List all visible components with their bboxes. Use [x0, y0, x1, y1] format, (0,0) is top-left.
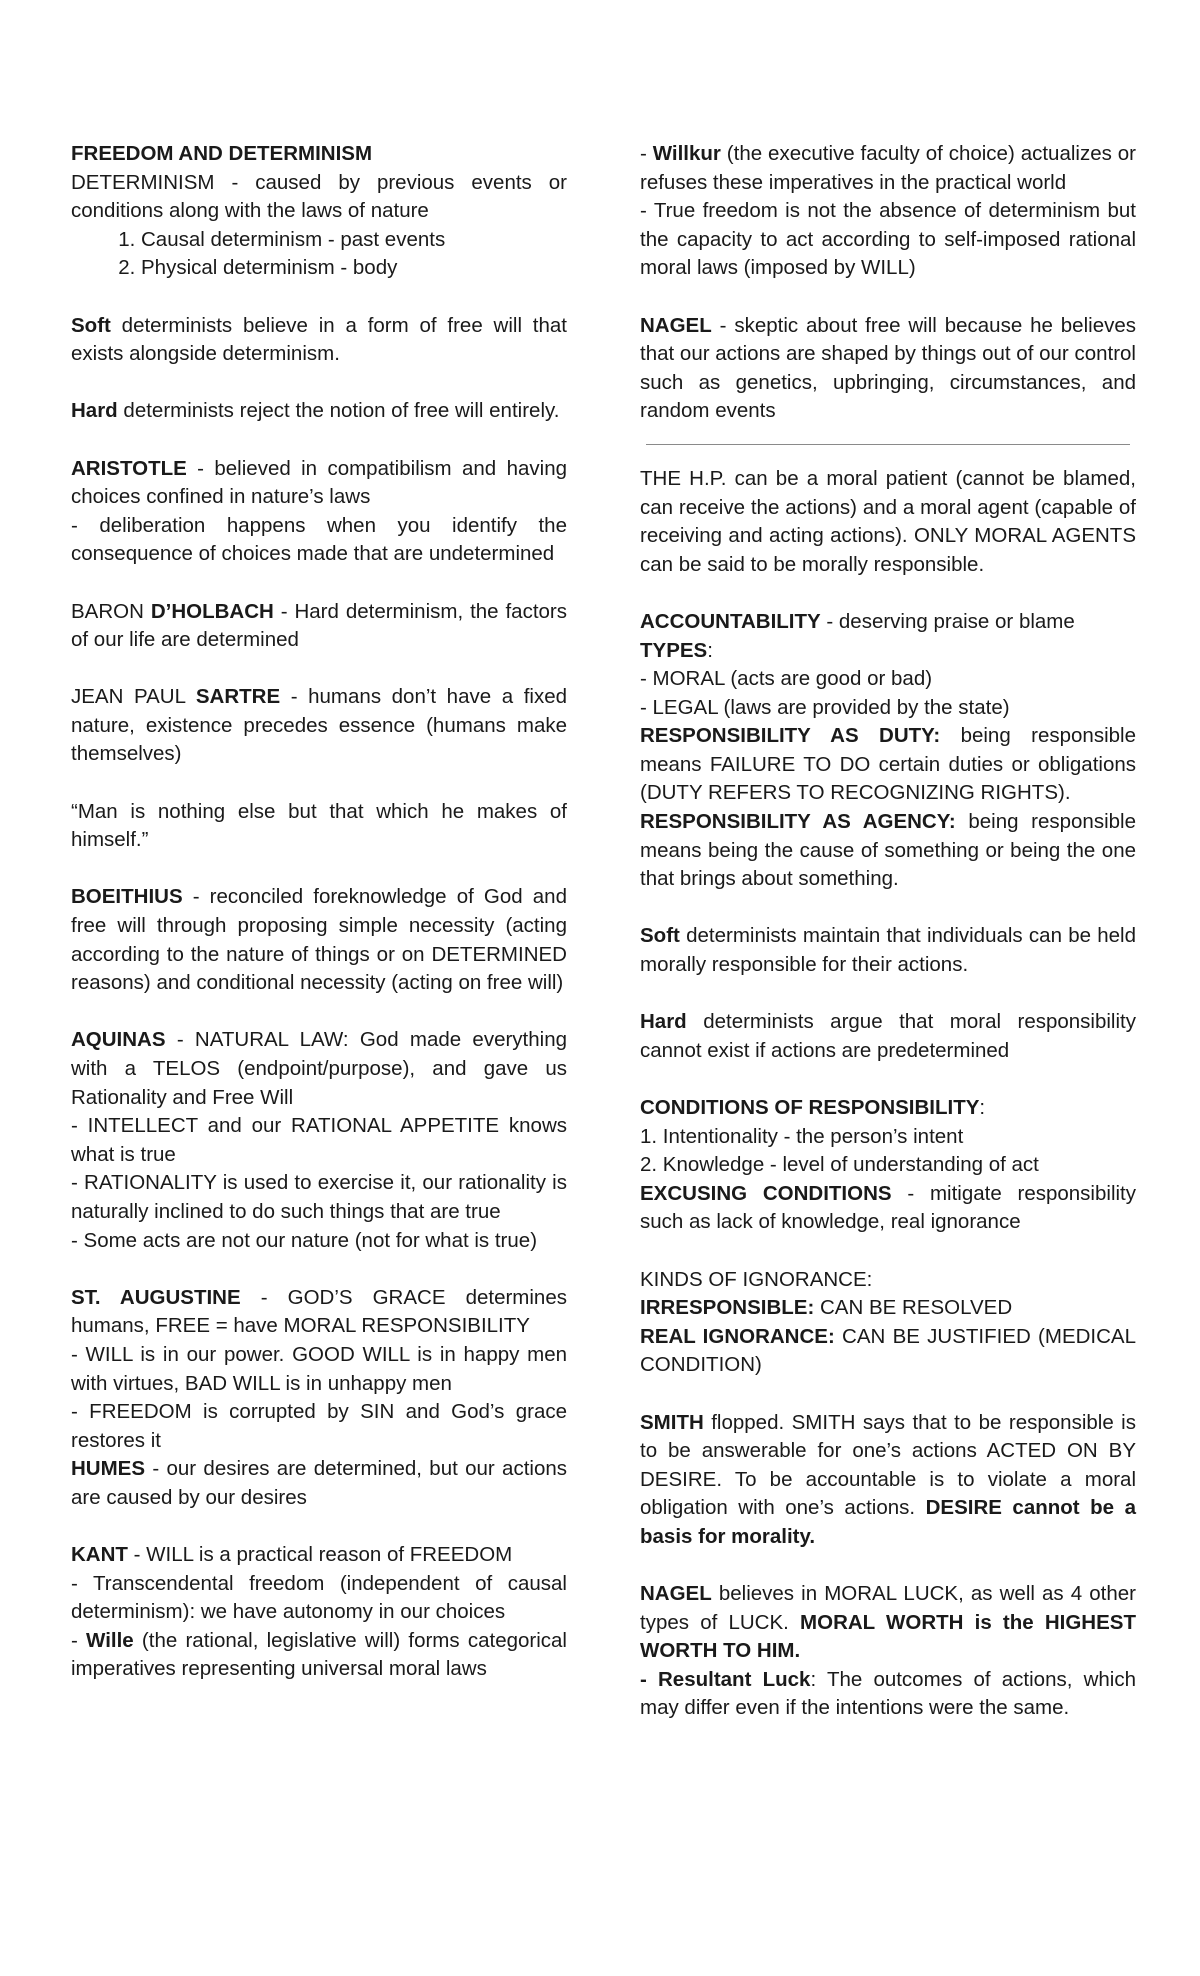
soft-label: Soft	[640, 924, 680, 948]
aristotle-text: - believed in compatibilism and having choices confined in nature’s laws	[71, 456, 567, 509]
hard-label: Hard	[71, 399, 118, 423]
list-item: 1. Causal determinism - past events	[141, 226, 567, 255]
smith-emphasis: DESIRE cannot be a basis for morality.	[640, 1496, 1136, 1548]
conditions-section	[640, 1094, 1136, 1237]
humes-name: HUMES	[71, 1457, 146, 1481]
augustine-humes-section	[71, 1284, 567, 1513]
conditions-label: CONDITIONS OF RESPONSIBILITY	[640, 1096, 980, 1119]
boeithius-name: BOEITHIUS	[71, 885, 183, 909]
soft-label: Soft	[71, 313, 111, 337]
nagel-luck-section	[640, 1580, 1136, 1723]
willkur-section	[640, 140, 1136, 283]
soft-text: determinists believe in a form of free will that exists alongside determinism.	[71, 313, 567, 366]
hard-text: determinists argue that moral responsibility cannot exist if actions are predetermined	[640, 1010, 1136, 1062]
conditions-colon: :	[979, 1096, 986, 1119]
willkur-term: Willkur	[652, 142, 721, 165]
accountability-text: - deserving praise or blame	[820, 609, 1075, 633]
ignorance-section	[640, 1266, 1136, 1380]
nagel-name: NAGEL	[640, 313, 712, 337]
kant-text: - WILL is a practical reason of FREEDOM	[127, 1543, 513, 1567]
list-item: 2. Physical determinism - body	[141, 254, 567, 283]
soft-determinists-paragraph	[71, 312, 567, 369]
kant-dash: -	[71, 1628, 87, 1652]
aristotle-name: ARISTOTLE	[71, 456, 187, 480]
smith-section	[640, 1409, 1136, 1552]
determinism-list	[71, 226, 567, 283]
aquinas-point: - INTELLECT and our RATIONAL APPETITE knows what is true	[71, 1114, 567, 1166]
section-divider	[646, 444, 1130, 445]
aquinas-section	[71, 1026, 567, 1255]
nagel-name: NAGEL	[640, 1582, 712, 1606]
boeithius-text: - reconciled foreknowledge of God and free will through proposing simple necessity (acting according to the nature of things or on DETERMINED reasons) and conditional necessity (acting on free will)	[71, 885, 567, 995]
hard-text: determinists reject the notion of free will entirely.	[117, 399, 560, 423]
augustine-text: - GOD’S GRACE determines humans, FREE = have MORAL RESPONSIBILITY	[71, 1285, 567, 1338]
quote-text: “Man is nothing else but that which he makes of himself.”	[71, 799, 567, 852]
determinism-section	[71, 140, 567, 283]
hp-paragraph	[640, 465, 1136, 579]
soft-responsibility-paragraph	[640, 922, 1136, 979]
humes-text: - our desires are determined, but our actions are caused by our desires	[71, 1457, 567, 1509]
sartre-section	[71, 683, 567, 769]
aquinas-text: - NATURAL LAW: God made everything with a TELOS (endpoint/purpose), and gave us Rationality and Free Will	[71, 1028, 567, 1109]
agency-label: RESPONSIBILITY AS AGENCY:	[640, 810, 956, 834]
sartre-name: SARTRE	[195, 685, 281, 709]
sartre-quote	[71, 798, 567, 855]
aristotle-section	[71, 455, 567, 569]
nagel-text: - skeptic about free will because he believes that our actions are shaped by things out of our control such as genetics, upbringing, circumstances, and random events	[640, 313, 1136, 423]
condition-item: 1. Intentionality - the person’s intent	[640, 1124, 964, 1148]
aquinas-point: - Some acts are not our nature (not for what is true)	[71, 1228, 538, 1252]
smith-text: flopped. SMITH says that to be responsible is to be answerable for one’s actions ACTED ON BY DESIRE. To be accountable is to violate a moral obligation with one’s actions.	[640, 1410, 1136, 1520]
hard-responsibility-paragraph	[640, 1008, 1136, 1065]
dholbach-prefix: BARON	[71, 599, 151, 623]
condition-item: 2. Knowledge - level of understanding of act	[640, 1153, 1039, 1177]
augustine-name: ST. AUGUSTINE	[71, 1285, 241, 1309]
hard-determinists-paragraph	[71, 397, 567, 426]
irresponsible-text: CAN BE RESOLVED	[814, 1296, 1013, 1320]
boeithius-section	[71, 883, 567, 997]
irresponsible-label: IRRESPONSIBLE:	[640, 1296, 815, 1320]
nagel-section	[640, 312, 1136, 426]
real-ignorance-text: CAN BE JUSTIFIED (MEDICAL CONDITION)	[640, 1324, 1136, 1377]
type-moral: - MORAL (acts are good or bad)	[640, 667, 933, 691]
augustine-point: - FREEDOM is corrupted by SIN and God’s grace restores it	[71, 1400, 567, 1452]
resultant-luck-label: - Resultant Luck	[640, 1667, 811, 1691]
wille-text: (the rational, legislative will) forms categorical imperatives representing universal moral laws	[71, 1628, 567, 1681]
wille-term: Wille	[86, 1628, 134, 1652]
kant-section	[71, 1541, 567, 1684]
excusing-text: - mitigate responsibility such as lack of knowledge, real ignorance	[640, 1181, 1136, 1234]
dholbach-name: D’HOLBACH	[150, 599, 274, 623]
willkur-text: (the executive faculty of choice) actualizes or refuses these imperatives in the practical world	[640, 142, 1136, 194]
page-title-text: FREEDOM AND DETERMINISM	[71, 142, 373, 165]
hard-label: Hard	[640, 1010, 687, 1034]
nagel-luck-text: believes in MORAL LUCK, as well as 4 other types of LUCK.	[640, 1582, 1136, 1634]
agency-text: being responsible means being the cause of something or being the one that brings about something.	[640, 810, 1136, 891]
duty-text: being responsible means FAILURE TO DO certain duties or obligations (DUTY REFERS TO RECOGNIZING RIGHTS).	[640, 724, 1136, 805]
real-ignorance-label: REAL IGNORANCE:	[640, 1324, 835, 1348]
accountability-section	[640, 608, 1136, 894]
moral-worth-emphasis: MORAL WORTH is the HIGHEST WORTH TO HIM.	[640, 1610, 1136, 1663]
excusing-label: EXCUSING CONDITIONS	[640, 1181, 892, 1205]
aristotle-point: - deliberation happens when you identify the consequence of choices made that are undetermined	[71, 513, 567, 566]
accountability-label: ACCOUNTABILITY	[640, 609, 821, 633]
aquinas-point: - RATIONALITY is used to exercise it, our rationality is naturally inclined to do such things that are true	[71, 1171, 567, 1223]
dholbach-section	[71, 598, 567, 655]
smith-name: SMITH	[640, 1410, 704, 1434]
soft-text: determinists maintain that individuals can be held morally responsible for their actions.	[640, 924, 1136, 977]
dholbach-text: - Hard determinism, the factors of our life are determined	[71, 599, 567, 652]
kant-point: - Transcendental freedom (independent of causal determinism): we have autonomy in our choices	[71, 1571, 567, 1624]
resultant-luck-text: : The outcomes of actions, which may differ even if the intentions were the same.	[640, 1667, 1136, 1720]
page-title	[71, 140, 567, 169]
sartre-prefix: JEAN PAUL	[71, 685, 196, 709]
determinism-definition: DETERMINISM - caused by previous events or conditions along with the laws of nature	[71, 170, 567, 223]
type-legal: - LEGAL (laws are provided by the state)	[640, 695, 1010, 719]
duty-label: RESPONSIBILITY AS DUTY:	[640, 724, 941, 748]
aquinas-name: AQUINAS	[71, 1028, 166, 1052]
kinds-heading: KINDS OF IGNORANCE:	[640, 1267, 873, 1291]
kant-name: KANT	[71, 1543, 128, 1567]
true-freedom-point: - True freedom is not the absence of determinism but the capacity to act according to self-imposed rational moral laws (imposed by WILL)	[640, 199, 1136, 280]
sartre-text: - humans don’t have a fixed nature, existence precedes essence (humans make themselves)	[71, 685, 568, 766]
types-colon: :	[707, 638, 713, 662]
left-column	[71, 140, 567, 1684]
hp-text: THE H.P. can be a moral patient (cannot be blamed, can receive the actions) and a moral agent (capable of receiving and acting actions). ONLY MORAL AGENTS can be said to be morally responsible.	[640, 466, 1136, 576]
augustine-point: - WILL is in our power. GOOD WILL is in happy men with virtues, BAD WILL is in unhappy men	[71, 1342, 567, 1395]
willkur-dash: -	[640, 142, 653, 165]
types-label: TYPES	[640, 638, 708, 662]
right-column	[640, 140, 1136, 1723]
